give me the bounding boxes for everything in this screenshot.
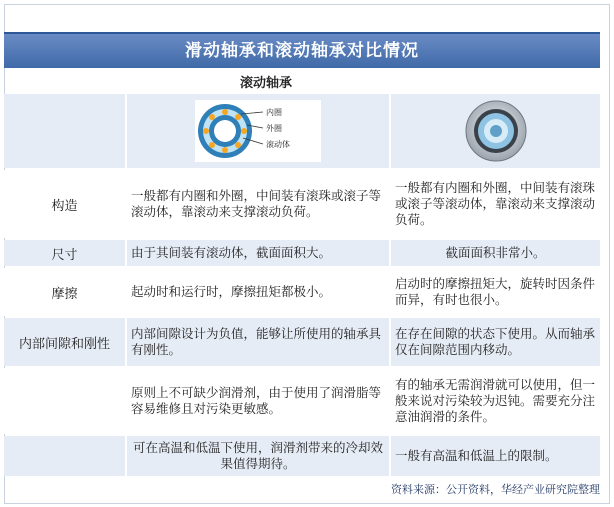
table-row (4, 240, 600, 266)
table-row (4, 368, 600, 434)
source-note: 资料来源：公开资料，华经产业研究院整理 (391, 483, 600, 496)
page-title: 滑动轴承和滚动轴承对比情况 (4, 32, 600, 68)
label-rolling-element: 滚动体 (266, 140, 290, 149)
rolling-cell: 起动时和运行时，摩擦扭矩都极小。 (127, 268, 389, 316)
rolling-cell: 可在高温和低温下使用，润滑剂带来的冷却效果值得期待。 (127, 436, 389, 476)
row-label: 尺寸 (4, 240, 125, 266)
sliding-bearing-image-cell (391, 94, 600, 168)
image-row-label (4, 94, 125, 168)
rolling-bearing-diagram-cell (127, 94, 389, 168)
label-outer-ring: 外圈 (266, 124, 282, 133)
rolling-cell: 一般都有内圈和外圈，中间装有滚珠或滚子等滚动体，靠滚动来支撑滚动负荷。 (127, 170, 389, 238)
column-header-rolling: 滚动轴承 (239, 76, 292, 91)
sliding-bearing-image (463, 98, 529, 164)
rolling-cell: 原则上不可缺少润滑剂，由于使用了润滑脂等容易维修且对污染更敏感。 (127, 368, 389, 434)
row-label: 摩擦 (4, 268, 125, 316)
row-label (4, 436, 125, 476)
rolling-bearing-diagram (195, 100, 321, 162)
table-row (4, 318, 600, 366)
sliding-cell: 一般有高温和低温上的限制。 (391, 436, 600, 476)
row-label (4, 368, 125, 434)
image-row (4, 94, 600, 168)
label-inner-ring: 内圈 (266, 108, 282, 117)
sliding-cell: 一般都有内圈和外圈，中间装有滚珠或滚子等滚动体，靠滚动来支撑滚动负荷。 (391, 170, 600, 238)
row-label: 内部间隙和刚性 (4, 318, 125, 366)
row-label: 构造 (4, 170, 125, 238)
sliding-cell: 有的轴承无需润滑就可以使用，但一般来说对污染较为迟钝。需要充分注意油润滑的条件。 (391, 368, 600, 434)
table-row (4, 436, 600, 476)
rolling-cell: 由于其间装有滚动体，截面面积大。 (127, 240, 389, 266)
sliding-cell: 截面面积非常小。 (391, 240, 600, 266)
sliding-cell: 在存在间隙的状态下使用。从而轴承仅在间隙范围内移动。 (391, 318, 600, 366)
table-row (4, 170, 600, 238)
rolling-cell: 内部间隙设计为负值，能够让所使用的轴承具有刚性。 (127, 318, 389, 366)
table-row (4, 268, 600, 316)
sliding-cell: 启动时的摩擦扭矩大，旋转时因条件而异，有时也很小。 (391, 268, 600, 316)
